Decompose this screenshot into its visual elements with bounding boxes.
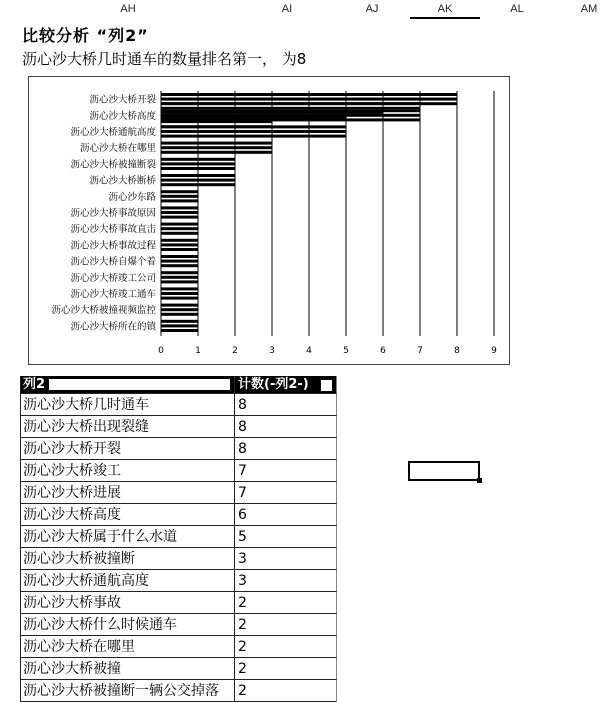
bar (161, 320, 198, 323)
y-category-label: 沥心沙大桥事故过程 (70, 240, 156, 252)
table-cell-count[interactable]: 3 (234, 548, 337, 570)
bar (161, 248, 198, 251)
table-header-count[interactable] (234, 376, 337, 394)
column-header-ai[interactable]: AI (281, 3, 293, 15)
table-cell-count[interactable]: 6 (234, 504, 337, 526)
table-cell-label[interactable]: 沥心沙大桥什么时候通车 (20, 614, 234, 636)
bar (161, 167, 235, 170)
bar (161, 271, 198, 274)
overlay-bar (161, 93, 457, 96)
bar (161, 292, 198, 295)
bar (161, 297, 198, 300)
x-tick-label: 5 (343, 346, 349, 356)
table-cell-label[interactable]: 沥心沙大桥在哪里 (20, 636, 234, 658)
y-category-label: 沥心沙大桥所在的镇 (70, 321, 156, 333)
selected-column-indicator (410, 17, 480, 19)
y-category-label: 沥心沙东路 (108, 191, 156, 203)
table-cell-count[interactable]: 2 (234, 680, 337, 702)
column-header-ak[interactable]: AK (437, 3, 453, 15)
bar (161, 280, 198, 283)
y-category-label: 沥心沙大桥通航高度 (70, 127, 156, 138)
x-tick-label: 7 (417, 346, 423, 356)
selected-cell[interactable] (408, 461, 480, 481)
bar (161, 276, 198, 279)
overlay-bar (161, 121, 272, 124)
y-category-label: 沥心沙大桥事故原因 (70, 208, 156, 219)
bar (161, 211, 198, 214)
bar (161, 206, 198, 209)
table-cell-label[interactable]: 沥心沙大桥竣工 (20, 460, 234, 482)
table-cell-label[interactable]: 沥心沙大桥被撞断 (20, 548, 234, 570)
bar (161, 239, 198, 242)
chart-container[interactable] (28, 76, 510, 365)
y-category-label: 沥心沙大桥高度 (89, 110, 156, 122)
table-cell-label[interactable]: 沥心沙大桥被撞 (20, 658, 234, 680)
y-category-label: 沥心沙大桥被撞断裂 (70, 159, 156, 171)
bar (161, 135, 346, 138)
column-header-am[interactable]: AM (580, 3, 598, 15)
x-tick-label: 4 (306, 346, 312, 356)
y-category-label: 沥心沙大桥竣工公司 (70, 272, 156, 284)
bar (161, 158, 235, 161)
table-header-count-label: 计数(-列2-) (238, 377, 309, 392)
bar (161, 216, 198, 219)
bar (161, 195, 198, 198)
y-category-label: 沥心沙大桥事故直击 (70, 224, 156, 236)
table-cell-count[interactable]: 2 (234, 614, 337, 636)
x-tick-label: 9 (491, 346, 497, 356)
table-cell-count[interactable]: 7 (234, 460, 337, 482)
table-cell-count[interactable]: 3 (234, 570, 337, 592)
table-cell-label[interactable]: 沥心沙大桥属于什么水道 (20, 526, 234, 548)
column-header-al[interactable]: AL (510, 3, 524, 15)
table-cell-count[interactable]: 2 (234, 592, 337, 614)
overlay-bar (161, 111, 383, 114)
x-tick-label: 6 (380, 346, 386, 356)
y-category-label: 沥心沙大桥竣工通车 (70, 289, 156, 300)
x-tick-label: 8 (454, 346, 460, 356)
table-cell-label[interactable]: 沥心沙大桥进展 (20, 482, 234, 504)
column-header-aj[interactable]: AJ (365, 3, 379, 15)
y-category-label: 沥心沙大桥在哪里 (79, 143, 156, 155)
x-tick-label: 2 (232, 346, 238, 356)
bar (161, 324, 198, 327)
table-cell-label[interactable]: 沥心沙大桥事故 (20, 592, 234, 614)
table-cell-label[interactable]: 沥心沙大桥开裂 (20, 438, 234, 460)
x-tick-label: 3 (269, 346, 275, 356)
bar (161, 174, 235, 177)
filter-dropdown-icon[interactable] (320, 379, 333, 392)
bar (161, 329, 198, 332)
bar (161, 243, 198, 246)
header-fill-bar (49, 379, 230, 390)
fill-handle[interactable] (477, 478, 482, 483)
table-cell-label[interactable]: 沥心沙大桥高度 (20, 504, 234, 526)
overlay-bar (161, 125, 272, 128)
bar (161, 183, 235, 186)
bar-chart (29, 77, 509, 364)
bar (161, 162, 235, 165)
bar (161, 308, 198, 311)
y-category-label: 沥心沙大桥断桥 (89, 175, 156, 187)
y-category-label: 沥心沙大桥被撞视频监控 (51, 305, 156, 317)
column-header-ah[interactable]: AH (120, 3, 136, 15)
bar (161, 227, 198, 230)
page-title: 比较分析 “列2” (22, 26, 149, 45)
bar (161, 146, 272, 149)
y-category-label: 沥心沙大桥自爆个着 (70, 256, 156, 268)
table-cell-label[interactable]: 沥心沙大桥通航高度 (20, 570, 234, 592)
overlay-bar (161, 116, 346, 119)
bar (161, 223, 198, 226)
table-cell-count[interactable]: 8 (234, 416, 337, 438)
bar (161, 313, 198, 316)
bar (161, 264, 198, 267)
table-cell-count[interactable]: 5 (234, 526, 337, 548)
x-tick-label: 0 (158, 346, 164, 356)
table-header-col2[interactable] (20, 376, 234, 394)
table-cell-label[interactable]: 沥心沙大桥几时通车 (20, 394, 234, 416)
x-tick-label: 1 (195, 346, 201, 356)
bar (161, 179, 235, 182)
table-cell-count[interactable]: 7 (234, 482, 337, 504)
table-cell-count[interactable]: 8 (234, 394, 337, 416)
bar (161, 151, 272, 154)
overlay-bar (161, 107, 420, 110)
bar (161, 199, 198, 202)
bar (161, 190, 198, 193)
overlay-bar (161, 98, 457, 101)
page-subtitle: 沥心沙大桥几时通车的数量排名第一， 为8 (22, 50, 307, 68)
table-cell-label[interactable]: 沥心沙大桥被撞断一辆公交掉落 (20, 680, 234, 702)
table-cell-label[interactable]: 沥心沙大桥出现裂缝 (20, 416, 234, 438)
table-header-col2-label: 列2 (23, 377, 46, 392)
bar (161, 232, 198, 235)
table-cell-count[interactable]: 2 (234, 658, 337, 680)
y-category-label: 沥心沙大桥开裂 (89, 94, 156, 106)
overlay-bar (161, 102, 420, 105)
bar (161, 142, 272, 145)
table-cell-count[interactable]: 8 (234, 438, 337, 460)
bar (161, 260, 198, 263)
bar (161, 304, 198, 307)
bar (161, 287, 198, 290)
bar (161, 255, 198, 258)
bar (161, 130, 346, 133)
column-header-bar (0, 0, 601, 20)
table-cell-count[interactable]: 2 (234, 636, 337, 658)
